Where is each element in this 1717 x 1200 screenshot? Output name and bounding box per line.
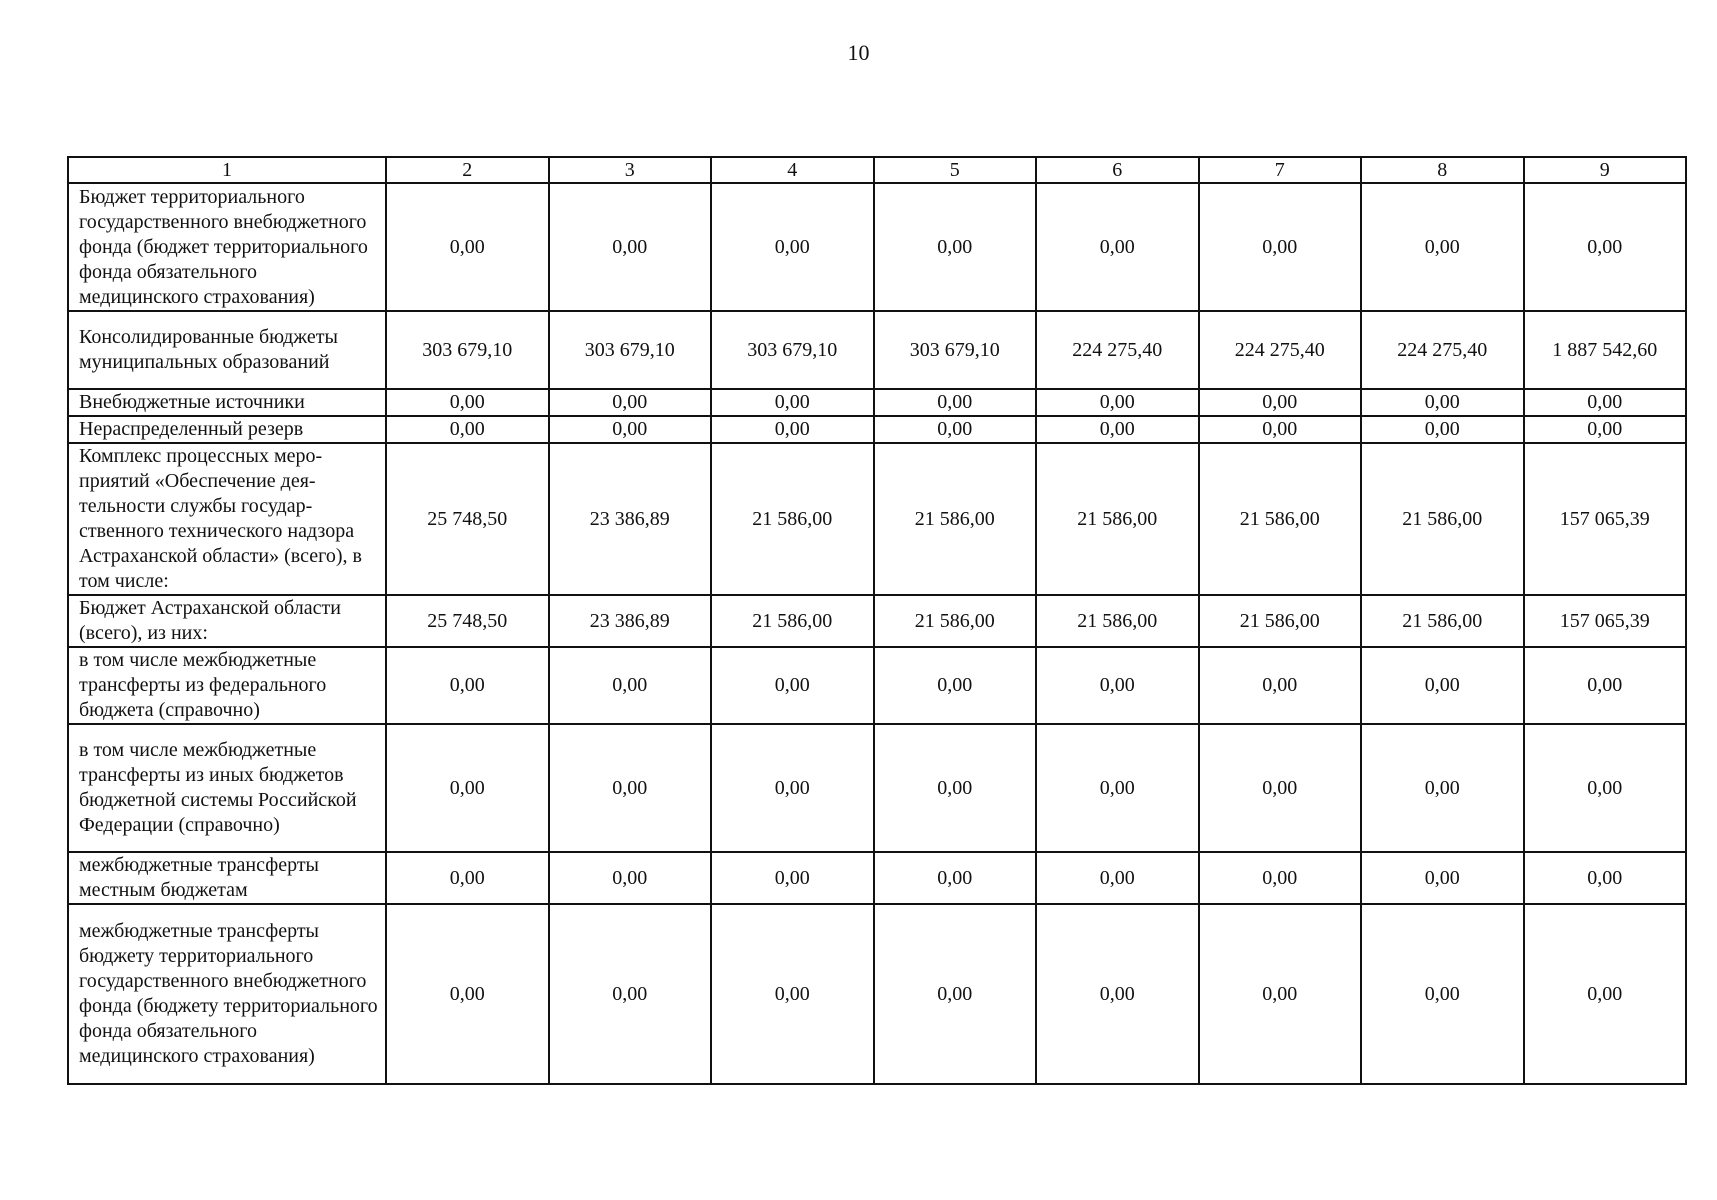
row-value-col-2: 0,00 [386,852,549,904]
table-row [68,904,1686,1084]
row-value-col-2: 0,00 [386,904,549,1084]
row-value-col-4: 0,00 [711,389,874,416]
row-value-col-6: 0,00 [1036,904,1199,1084]
table-row [68,647,1686,724]
page-number: 10 [847,40,870,65]
row-value-col-9: 0,00 [1524,724,1687,852]
table-header [68,157,1686,183]
row-value-col-9: 0,00 [1524,647,1687,724]
row-value-col-7: 0,00 [1199,183,1362,311]
row-value-col-2: 0,00 [386,389,549,416]
row-value-col-5: 0,00 [874,416,1037,443]
row-value-col-9: 157 065,39 [1524,443,1687,595]
row-value-col-2: 0,00 [386,647,549,724]
row-value-col-6: 0,00 [1036,416,1199,443]
row-value-col-4: 0,00 [711,904,874,1084]
header-col-2: 2 [386,157,549,183]
header-col-4: 4 [711,157,874,183]
row-value-col-7: 0,00 [1199,852,1362,904]
row-value-col-7: 224 275,40 [1199,311,1362,389]
row-value-col-3: 0,00 [549,904,712,1084]
row-value-col-9: 157 065,39 [1524,595,1687,647]
table-row [68,183,1686,311]
row-label: Бюджет Астраханской области (всего), из них: [68,595,386,647]
row-value-col-4: 0,00 [711,647,874,724]
row-value-col-6: 21 586,00 [1036,443,1199,595]
row-value-col-8: 224 275,40 [1361,311,1524,389]
row-value-col-7: 0,00 [1199,389,1362,416]
row-value-col-2: 25 748,50 [386,595,549,647]
row-value-col-3: 0,00 [549,183,712,311]
row-value-col-8: 21 586,00 [1361,443,1524,595]
row-value-col-7: 21 586,00 [1199,595,1362,647]
row-value-col-6: 0,00 [1036,724,1199,852]
row-value-col-3: 0,00 [549,852,712,904]
row-value-col-7: 0,00 [1199,647,1362,724]
row-value-col-8: 0,00 [1361,183,1524,311]
header-col-5: 5 [874,157,1037,183]
header-col-1: 1 [68,157,386,183]
row-value-col-6: 21 586,00 [1036,595,1199,647]
row-label: в том числе межбюджетные трансферты из иных бюджетов бюджетной системы Российской Федерации (справочно) [68,724,386,852]
row-value-col-5: 303 679,10 [874,311,1037,389]
header-col-7: 7 [1199,157,1362,183]
row-value-col-3: 0,00 [549,647,712,724]
row-label: Комплекс процессных мероприятий «Обеспечение деятельности службы государственного технического надзора Астраханской области» (всего), в том числе: [68,443,386,595]
row-label: Внебюджетные источники [68,389,386,416]
header-col-3: 3 [549,157,712,183]
header-col-8: 8 [1361,157,1524,183]
row-value-col-7: 0,00 [1199,904,1362,1084]
row-value-col-9: 0,00 [1524,416,1687,443]
row-value-col-6: 0,00 [1036,183,1199,311]
row-value-col-5: 0,00 [874,904,1037,1084]
row-value-col-5: 21 586,00 [874,595,1037,647]
table-row [68,389,1686,416]
row-label: Нераспределенный резерв [68,416,386,443]
row-value-col-8: 21 586,00 [1361,595,1524,647]
header-row [68,157,1686,183]
table-row [68,595,1686,647]
row-value-col-2: 0,00 [386,183,549,311]
row-value-col-3: 303 679,10 [549,311,712,389]
table-body [68,183,1686,1084]
table-row [68,443,1686,595]
header-col-6: 6 [1036,157,1199,183]
row-value-col-9: 0,00 [1524,904,1687,1084]
row-value-col-6: 224 275,40 [1036,311,1199,389]
row-label: Консолидированные бюджеты муниципальных образований [68,311,386,389]
row-value-col-5: 0,00 [874,647,1037,724]
row-value-col-5: 0,00 [874,852,1037,904]
row-value-col-4: 0,00 [711,724,874,852]
row-value-col-5: 0,00 [874,724,1037,852]
row-value-col-8: 0,00 [1361,904,1524,1084]
row-value-col-3: 23 386,89 [549,443,712,595]
row-value-col-7: 0,00 [1199,416,1362,443]
row-value-col-6: 0,00 [1036,389,1199,416]
row-value-col-3: 0,00 [549,389,712,416]
row-value-col-8: 0,00 [1361,724,1524,852]
row-value-col-7: 0,00 [1199,724,1362,852]
row-value-col-2: 0,00 [386,416,549,443]
row-value-col-5: 0,00 [874,183,1037,311]
row-value-col-2: 25 748,50 [386,443,549,595]
row-value-col-3: 0,00 [549,724,712,852]
row-label: в том числе межбюджетные трансферты из федерального бюджета (справочно) [68,647,386,724]
table-row [68,852,1686,904]
row-value-col-4: 0,00 [711,852,874,904]
header-col-9: 9 [1524,157,1687,183]
row-value-col-5: 0,00 [874,389,1037,416]
table-row [68,311,1686,389]
row-value-col-9: 0,00 [1524,852,1687,904]
row-label: межбюджетные трансферты местным бюджетам [68,852,386,904]
row-value-col-2: 303 679,10 [386,311,549,389]
row-value-col-4: 21 586,00 [711,595,874,647]
row-value-col-8: 0,00 [1361,416,1524,443]
row-value-col-4: 21 586,00 [711,443,874,595]
row-value-col-6: 0,00 [1036,852,1199,904]
table-row [68,724,1686,852]
row-value-col-9: 0,00 [1524,183,1687,311]
row-value-col-7: 21 586,00 [1199,443,1362,595]
row-value-col-8: 0,00 [1361,852,1524,904]
row-value-col-2: 0,00 [386,724,549,852]
row-value-col-3: 0,00 [549,416,712,443]
row-value-col-8: 0,00 [1361,647,1524,724]
row-label: Бюджет территориального государственного внебюджетного фонда (бюджет территориального фонда обязательного медицинского страхования) [68,183,386,311]
row-value-col-6: 0,00 [1036,647,1199,724]
row-value-col-3: 23 386,89 [549,595,712,647]
row-value-col-9: 1 887 542,60 [1524,311,1687,389]
row-value-col-9: 0,00 [1524,389,1687,416]
row-value-col-4: 303 679,10 [711,311,874,389]
row-value-col-5: 21 586,00 [874,443,1037,595]
row-value-col-4: 0,00 [711,183,874,311]
budget-table [67,156,1687,1085]
table-row [68,416,1686,443]
row-label: межбюджетные трансферты бюджету территориального государственного внебюджетного фонда (бюджету территориального фонда обязательного медицинского страхования) [68,904,386,1084]
row-value-col-8: 0,00 [1361,389,1524,416]
row-value-col-4: 0,00 [711,416,874,443]
